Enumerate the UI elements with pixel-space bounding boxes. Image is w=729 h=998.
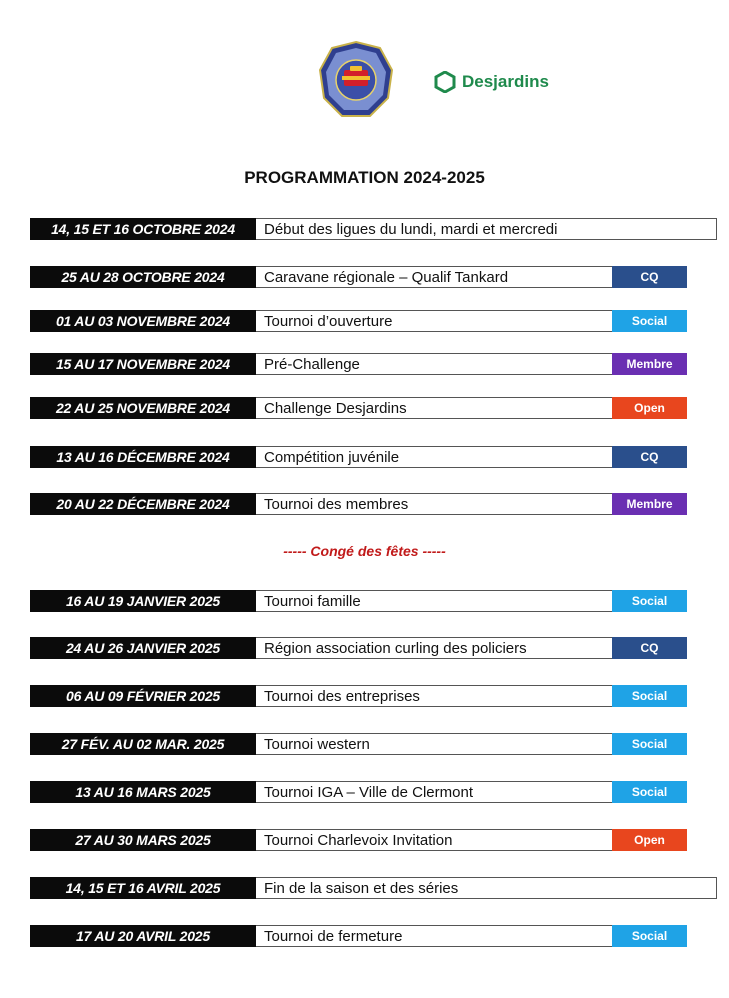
- event-date: 24 AU 26 JANVIER 2025: [30, 637, 256, 659]
- event-date: 16 AU 19 JANVIER 2025: [30, 590, 256, 612]
- sponsor-logo: [434, 68, 549, 96]
- event-date: 22 AU 25 NOVEMBRE 2024: [30, 397, 256, 419]
- event-date: 17 AU 20 AVRIL 2025: [30, 925, 256, 947]
- event-name: Challenge Desjardins: [256, 397, 641, 419]
- schedule-row: [30, 637, 688, 659]
- event-category-badge: CQ: [612, 446, 687, 468]
- event-category-badge: Social: [612, 733, 687, 755]
- event-date: 06 AU 09 FÉVRIER 2025: [30, 685, 256, 707]
- event-category-badge: Social: [612, 685, 687, 707]
- event-name: Caravane régionale – Qualif Tankard: [256, 266, 641, 288]
- schedule-row: [30, 925, 688, 947]
- event-name: Compétition juvénile: [256, 446, 641, 468]
- event-date: 14, 15 ET 16 OCTOBRE 2024: [30, 218, 256, 240]
- event-date: 13 AU 16 DÉCEMBRE 2024: [30, 446, 256, 468]
- event-name: Tournoi des membres: [256, 493, 641, 515]
- event-name: Pré-Challenge: [256, 353, 641, 375]
- event-category-badge: Social: [612, 310, 687, 332]
- schedule-row: [30, 829, 688, 851]
- schedule-row: [30, 397, 688, 419]
- event-category-badge: Open: [612, 829, 687, 851]
- event-date: 14, 15 ET 16 AVRIL 2025: [30, 877, 256, 899]
- schedule-row: [30, 446, 688, 468]
- club-logo: [318, 40, 394, 120]
- event-category-badge: Social: [612, 925, 687, 947]
- event-category-badge: Social: [612, 781, 687, 803]
- event-name: Tournoi famille: [256, 590, 641, 612]
- schedule-row: [30, 685, 688, 707]
- schedule-row: [30, 310, 688, 332]
- schedule-row: [30, 218, 688, 240]
- schedule-row: [30, 493, 688, 515]
- event-category-badge: CQ: [612, 637, 687, 659]
- event-name: Début des ligues du lundi, mardi et mercredi: [256, 218, 717, 240]
- schedule-row: [30, 781, 688, 803]
- event-date: 15 AU 17 NOVEMBRE 2024: [30, 353, 256, 375]
- sponsor-name: Desjardins: [462, 72, 549, 91]
- schedule-row: [30, 266, 688, 288]
- event-category-badge: Membre: [612, 353, 687, 375]
- event-name: Tournoi d’ouverture: [256, 310, 641, 332]
- event-category-badge: Social: [612, 590, 687, 612]
- event-date: 25 AU 28 OCTOBRE 2024: [30, 266, 256, 288]
- event-name: Tournoi de fermeture: [256, 925, 641, 947]
- event-date: 01 AU 03 NOVEMBRE 2024: [30, 310, 256, 332]
- event-date: 27 FÉV. AU 02 MAR. 2025: [30, 733, 256, 755]
- holiday-note: ----- Congé des fêtes -----: [283, 543, 446, 559]
- event-date: 13 AU 16 MARS 2025: [30, 781, 256, 803]
- event-name: Tournoi des entreprises: [256, 685, 641, 707]
- desjardins-hexagon-icon: [434, 71, 456, 93]
- event-category-badge: Open: [612, 397, 687, 419]
- page-title: PROGRAMMATION 2024-2025: [244, 168, 485, 187]
- event-name: Fin de la saison et des séries: [256, 877, 717, 899]
- event-name: Région association curling des policiers: [256, 637, 641, 659]
- event-date: 27 AU 30 MARS 2025: [30, 829, 256, 851]
- event-category-badge: CQ: [612, 266, 687, 288]
- event-date: 20 AU 22 DÉCEMBRE 2024: [30, 493, 256, 515]
- schedule-row: [30, 733, 688, 755]
- schedule-row: [30, 877, 688, 899]
- event-name: Tournoi IGA – Ville de Clermont: [256, 781, 641, 803]
- event-name: Tournoi Charlevoix Invitation: [256, 829, 641, 851]
- schedule-row: [30, 590, 688, 612]
- event-category-badge: Membre: [612, 493, 687, 515]
- event-name: Tournoi western: [256, 733, 641, 755]
- schedule-row: [30, 353, 688, 375]
